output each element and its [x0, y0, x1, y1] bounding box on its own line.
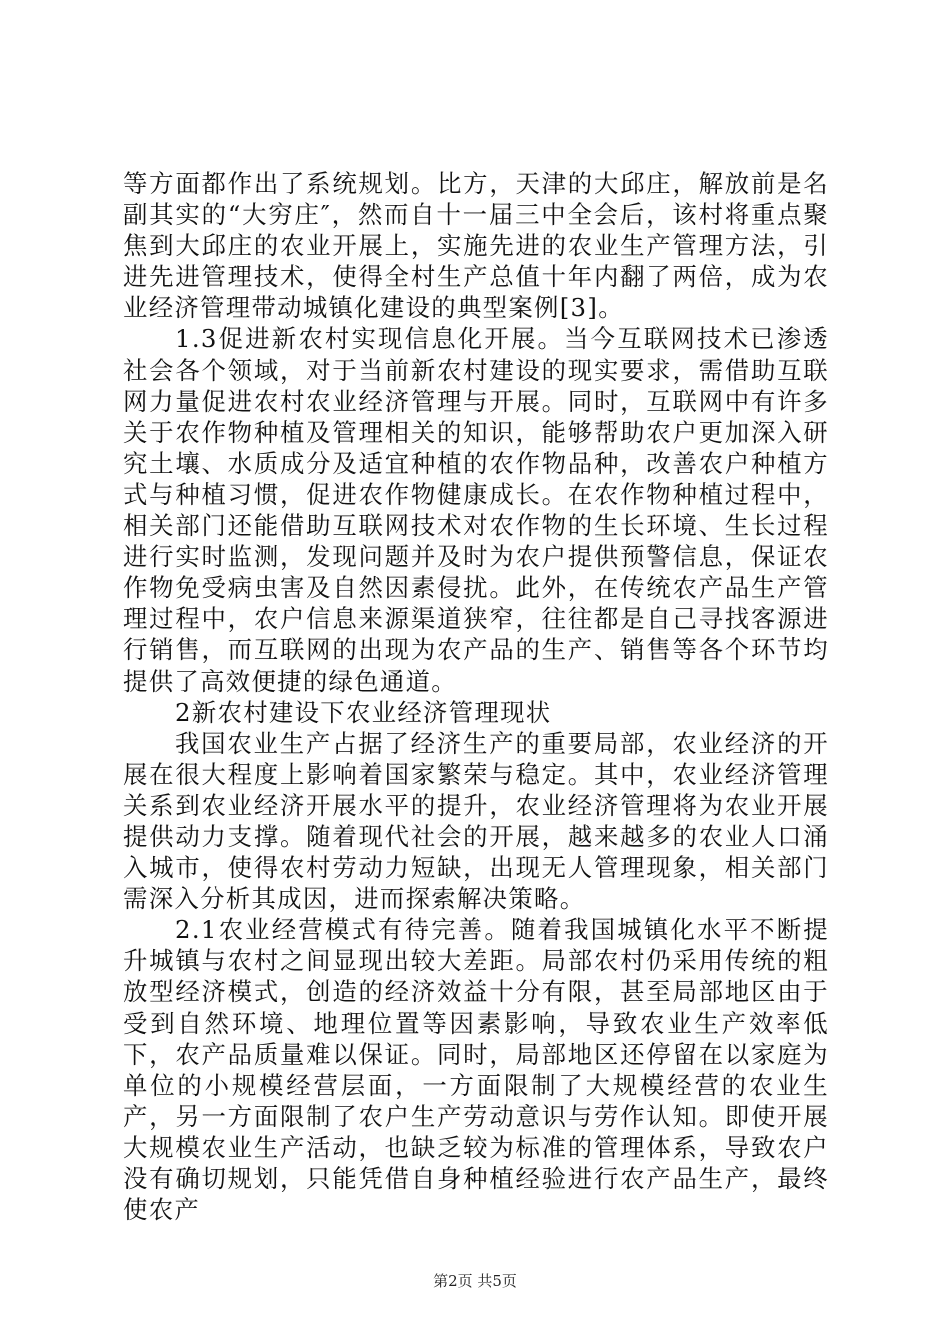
paragraph-continued: 等方面都作出了系统规划。比方，天津的大邱庄，解放前是名副其实的“大穷庄″，然而自十一届三中全会后，该村将重点聚焦到大邱庄的农业开展上，实施先进的农业生产管理方法，引进先进管理技术，使得全村生产总值十年内翻了两倍，成为农业经济管理带动城镇化建设的典型案例[3]。: [123, 169, 829, 323]
section-heading-2: 2新农村建设下农业经济管理现状: [175, 697, 552, 727]
page-footer: [0, 1271, 950, 1291]
paragraph-section-2-1: 2.1农业经营模式有待完善。随着我国城镇化水平不断提升城镇与农村之间显现出较大差距。局部农村仍采用传统的粗放型经济模式，创造的经济效益十分有限，甚至局部地区由于受到自然环境、地理位置等因素影响，导致农业生产效率低下，农产品质量难以保证。同时，局部地区还停留在以家庭为单位的小规模经营层面，一方面限制了大规模经营的农业生产，另一方面限制了农户生产劳动意识与劳作认知。即使开展大规模农业生产活动，也缺乏较为标准的管理体系，导致农户没有确切规划，只能凭借自身种植经验进行农产品生产，最终使农产: [123, 915, 829, 1225]
page-number-label: 第2页 共5页: [433, 1272, 517, 1290]
paragraph-section-2-intro: 我国农业生产占据了经济生产的重要局部，农业经济的开展在很大程度上影响着国家繁荣与稳定。其中，农业经济管理关系到农业经济开展水平的提升，农业经济管理将为农业开展提供动力支撑。随着现代社会的开展，越来越多的农业人口涌入城市，使得农村劳动力短缺，出现无人管理现象，相关部门需深入分析其成因，进而探索解决策略。: [123, 728, 829, 914]
body-text: [123, 168, 829, 1225]
paragraph-section-1-3: 1.3促进新农村实现信息化开展。当今互联网技术已渗透社会各个领域，对于当前新农村建设的现实要求，需借助互联网力量促进农村农业经济管理与开展。同时，互联网中有许多关于农作物种植及管理相关的知识，能够帮助农户更加深入研究土壤、水质成分及适宜种植的农作物品种，改善农户种植方式与种植习惯，促进农作物健康成长。在农作物种植过程中，相关部门还能借助互联网技术对农作物的生长环境、生长过程进行实时监测，发现问题并及时为农户提供预警信息，保证农作物免受病虫害及自然因素侵扰。此外，在传统农产品生产管理过程中，农户信息来源渠道狭窄，往往都是自己寻找客源进行销售，而互联网的出现为农产品的生产、销售等各个环节均提供了高效便捷的绿色通道。: [123, 324, 829, 696]
